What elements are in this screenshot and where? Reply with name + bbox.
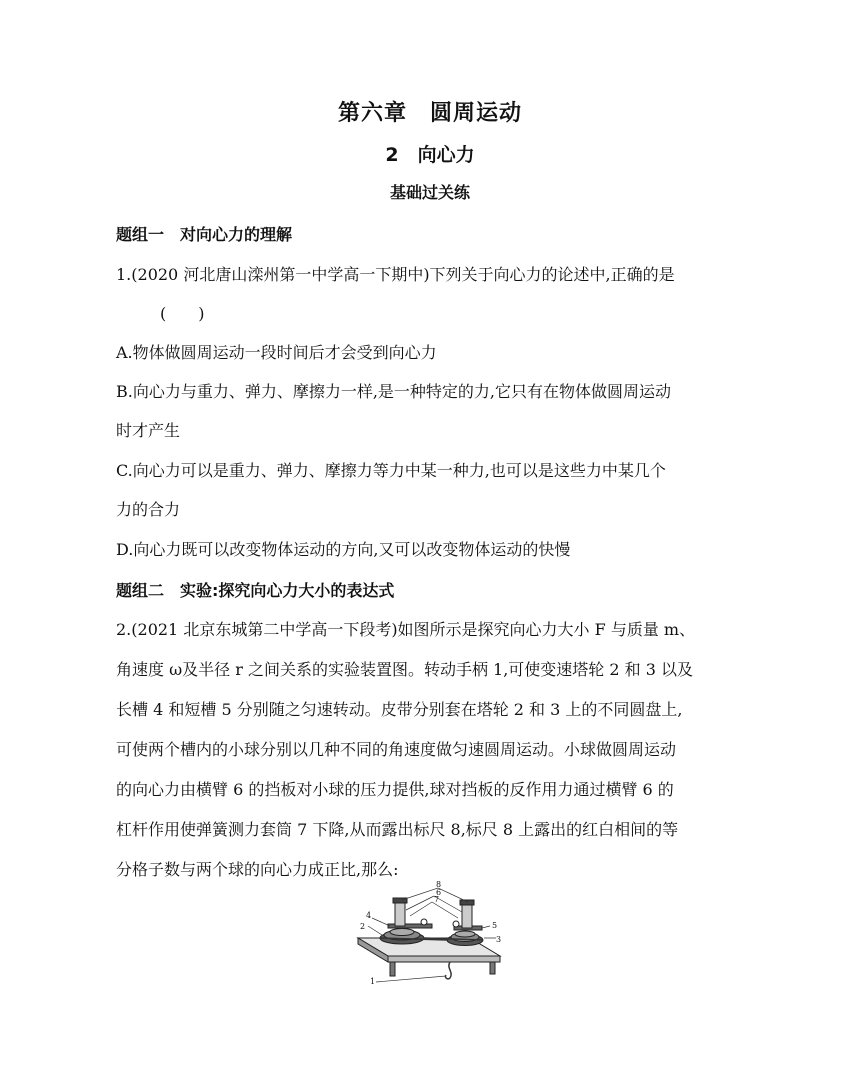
label-5: 5 bbox=[492, 921, 498, 930]
group-two-heading: 题组二 实验:探究向心力大小的表达式 bbox=[116, 581, 395, 600]
q2-line2: 角速度 ω及半径 r 之间关系的实验装置图。转动手柄 1,可使变速塔轮 2 和 3 以及 bbox=[116, 660, 694, 679]
q1-stem: 1.(2020 河北唐山滦州第一中学高一下期中)下列关于向心力的论述中,正确的是 bbox=[116, 265, 675, 284]
q2-line1: 2.(2021 北京东城第二中学高一下段考)如图所示是探究向心力大小 F 与质量 m、 bbox=[116, 620, 696, 639]
label-3: 3 bbox=[496, 935, 502, 944]
ball-right bbox=[453, 921, 459, 927]
q1-option-c-line1: C.向心力可以是重力、弹力、摩擦力等力中某一种力,也可以是这些力中某几个 bbox=[116, 461, 666, 480]
label-4: 4 bbox=[366, 911, 372, 920]
exercise-subtitle: 基础过关练 bbox=[389, 183, 470, 202]
q1-answer-paren: ( ) bbox=[160, 304, 205, 323]
label-1: 1 bbox=[370, 977, 376, 986]
q1-option-a: A.物体做圆周运动一段时间后才会受到向心力 bbox=[116, 343, 437, 362]
ball-left bbox=[421, 919, 427, 925]
q2-line5: 的向心力由横臂 6 的挡板对小球的压力提供,球对挡板的反作用力通过横臂 6 的 bbox=[116, 780, 674, 799]
hand-crank bbox=[445, 962, 451, 979]
group-one-heading: 题组一 对向心力的理解 bbox=[116, 225, 293, 244]
q2-line7: 分格子数与两个球的向心力成正比,那么: bbox=[116, 860, 399, 879]
section-title: 2 向心力 bbox=[385, 144, 475, 166]
label-7: 7 bbox=[434, 895, 440, 904]
centripetal-force-apparatus-figure bbox=[350, 880, 510, 990]
q2-line3: 长槽 4 和短槽 5 分别随之匀速转动。皮带分别套在塔轮 2 和 3 上的不同圆盘上, bbox=[116, 700, 683, 719]
q1-option-b-line2: 时才产生 bbox=[116, 421, 181, 440]
q1-option-b-line1: B.向心力与重力、弹力、摩擦力一样,是一种特定的力,它只有在物体做圆周运动 bbox=[116, 382, 672, 401]
q2-line4: 可使两个槽内的小球分别以几种不同的角速度做匀速圆周运动。小球做圆周运动 bbox=[116, 740, 677, 759]
spring-sleeve-left bbox=[395, 902, 405, 926]
spring-sleeve-right bbox=[462, 904, 472, 928]
label-2: 2 bbox=[360, 922, 366, 931]
label-8: 8 bbox=[436, 880, 442, 889]
chapter-title: 第六章 圆周运动 bbox=[337, 101, 522, 126]
label-6: 6 bbox=[436, 888, 442, 897]
q2-line6: 杠杆作用使弹簧测力套筒 7 下降,从而露出标尺 8,标尺 8 上露出的红白相间的等 bbox=[116, 820, 679, 839]
q1-option-d: D.向心力既可以改变物体运动的方向,又可以改变物体运动的快慢 bbox=[116, 540, 571, 559]
q1-option-c-line2: 力的合力 bbox=[116, 500, 181, 519]
